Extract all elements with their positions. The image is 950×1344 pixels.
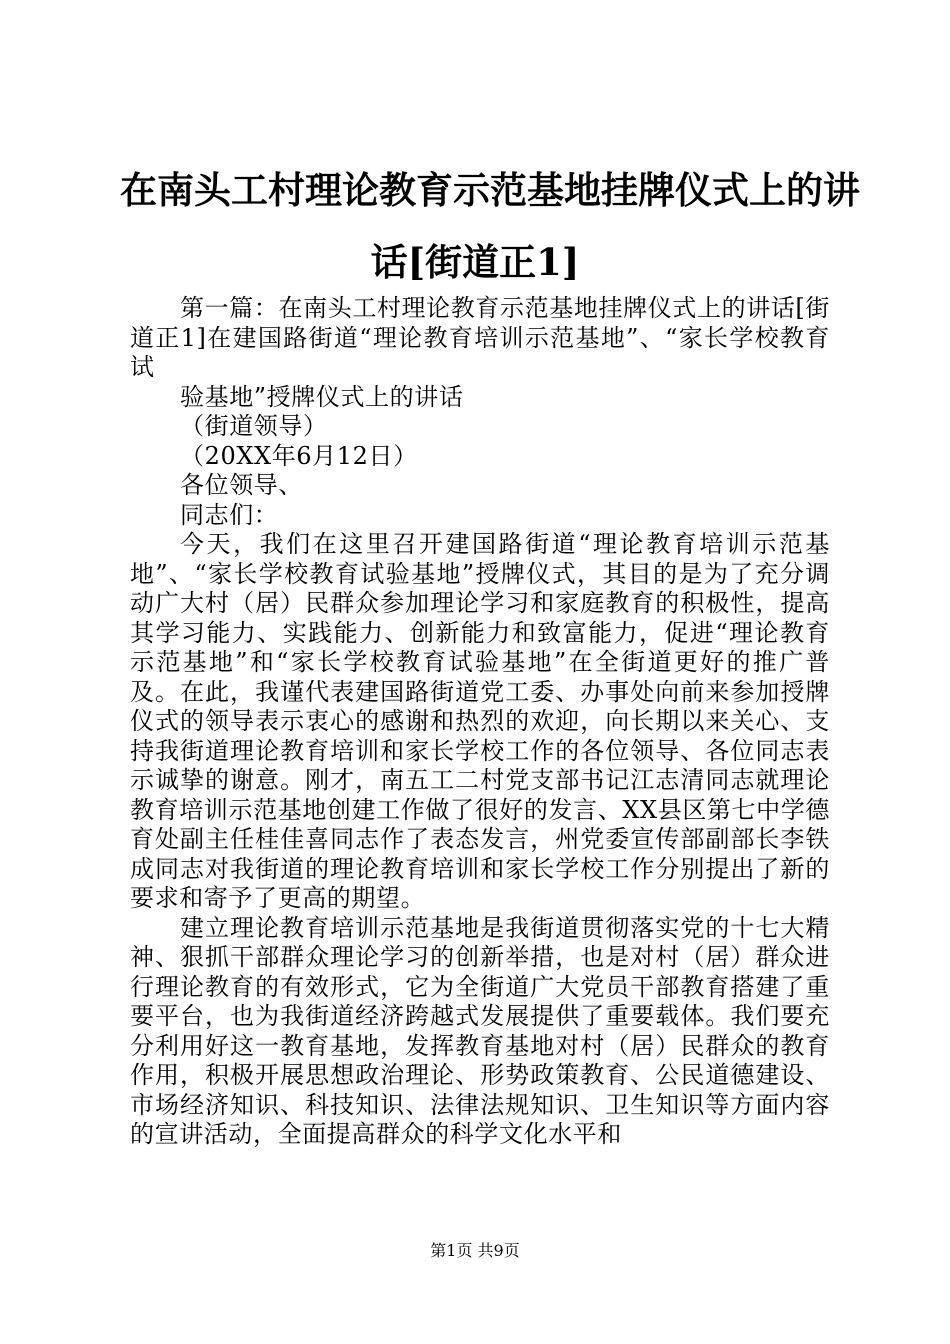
paragraph-2: 验基地”授牌仪式上的讲话 [180,382,464,411]
speaker-line: （街道领导） [180,412,328,440]
salutation-line-2: 同志们： [180,500,279,529]
paragraph-body-1: 今天，我们在这里召开建国路街道“理论教育培训示范基地”、“家长学校教育试验基地”授牌仪式，其目的是为了充分调动广大村（居）民群众参加理论学习和家庭教育的积极性，提高其学习能力、实践能力、创新能力和致富能力，促进“理论教育示范基地”和“家长学校教育试验基地”在全街道更好的推广普及。在此，我谨代表建国路街道党工委、办事处向前来参加授牌仪式的领导表示衷心的感谢和热烈的欢迎，向长期以来关心、支持我街道理论教育培训和家长学校工作的各位领导、各位同志表示诚挚的谢意。刚才，南五工二村党支部书记江志清同志就理论教育培训示范基地创建工作做了很好的发言、XX县区第七中学德育处副主任桂佳喜同志作了表态发言，州党委宣传部副部长李铁成同志对我街道的理论教育培训和家长学校工作分别提出了新的要求和寄予了更高的期望。 [130,530,830,912]
title-line-2: 话[街道正1] [370,240,580,284]
title-line-1: 在南头工村理论教育示范基地挂牌仪式上的讲 [120,168,860,212]
date-line: （20XX年6月12日） [180,441,418,470]
paragraph-body-2: 建立理论教育培训示范基地是我街道贯彻落实党的十七大精神、狠抓干部群众理论学习的创新举措，也是对村（居）群众进行理论教育的有效形式，它为全街道广大党员干部教育搭建了重要平台，也为我街道经济跨越式发展提供了重要载体。我们要充分利用好这一教育基地，发挥教育基地对村（居）民群众的教育作用，积极开展思想政治理论、形势政策教育、公民道德建设、市场经济知识、科技知识、法律法规知识、卫生知识等方面内容的宣讲活动，全面提高群众的科学文化水平和 [130,913,830,1148]
document-body [130,294,830,1150]
paragraph-1: 第一篇：在南头工村理论教育示范基地挂牌仪式上的讲话[街道正1]在建国路街道“理论教育培训示范基地”、“家长学校教育试 [130,294,830,381]
document-title [120,154,860,298]
salutation-line-1: 各位领导、 [180,471,303,499]
page-indicator: 第1页 共9页 [430,1241,520,1260]
